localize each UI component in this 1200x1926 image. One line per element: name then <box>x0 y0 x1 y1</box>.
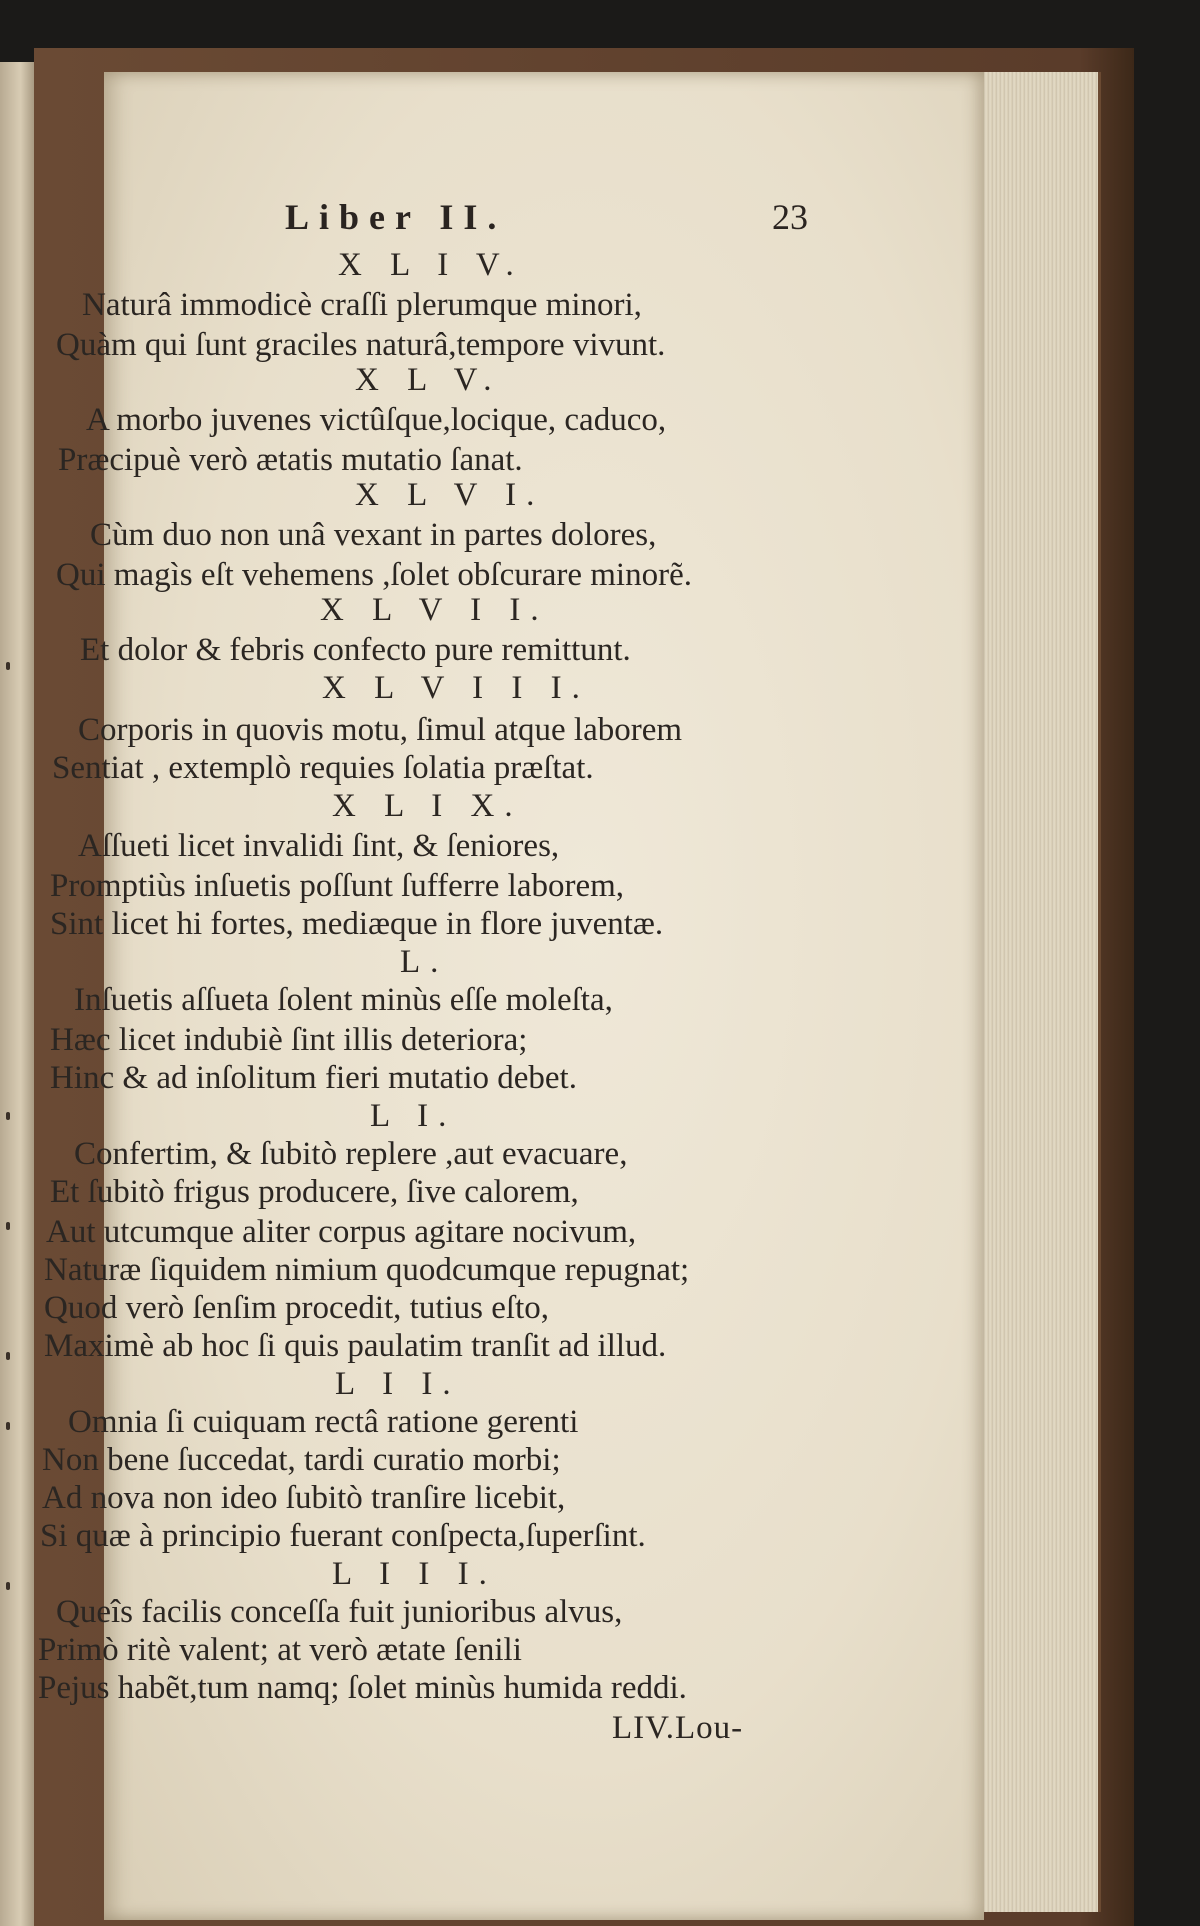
section-number: L I I I. <box>332 1556 497 1592</box>
verse-line: Inſuetis aſſueta ſolent minùs eſſe moleſta, <box>74 982 613 1018</box>
section-number: X L V I I I. <box>322 670 590 706</box>
verse-line: Et ſubitò frigus producere, ſive calorem, <box>50 1174 579 1210</box>
section-number: L I. <box>370 1098 457 1134</box>
verse-line: Queîs facilis conceſſa fuit junioribus alvus, <box>56 1594 623 1630</box>
section-number: X L V I. <box>355 477 545 513</box>
section-number: L I I. <box>335 1366 461 1402</box>
verse-line: A morbo juvenes victûſque,locique, caduco, <box>86 402 667 438</box>
verse-line: Corporis in quovis motu, ſimul atque laborem <box>78 712 683 748</box>
verse-line: Et dolor & febris confecto pure remittunt. <box>80 632 631 668</box>
section-number: X L I X. <box>332 788 523 824</box>
verse-line: Sentiat , extemplò requies ſolatia præſtat. <box>52 750 594 786</box>
verse-line: Sint licet hi fortes, mediæque in flore juventæ. <box>50 906 664 942</box>
verse-line: Non bene ſuccedat, tardi curatio morbi; <box>42 1442 561 1478</box>
section-number: L. <box>400 944 449 980</box>
verse-line: Naturâ immodicè craſſi plerumque minori, <box>82 287 642 323</box>
page-number: 23 <box>772 197 808 237</box>
verse-line: Aut utcumque aliter corpus agitare nocivum, <box>46 1214 637 1250</box>
verse-line: Confertim, & ſubitò replere ,aut evacuare, <box>74 1136 628 1172</box>
verse-line: Primò ritè valent; at verò ætate ſenili <box>38 1632 522 1668</box>
verse-line: Si quæ à principio fuerant conſpecta,ſuperſint. <box>40 1518 646 1554</box>
verse-line: Quàm qui ſunt graciles naturâ,tempore vivunt. <box>56 327 666 363</box>
verse-line: Hæc licet indubiè ſint illis deteriora; <box>50 1022 528 1058</box>
verse-line: Hinc & ad inſolitum fieri mutatio debet. <box>50 1060 577 1096</box>
verse-line: Naturæ ſiquidem nimium quodcumque repugnat; <box>44 1252 690 1288</box>
verse-line: Maximè ab hoc ſi quis paulatim tranſit ad illud. <box>44 1328 667 1364</box>
catchword: LIV.Lou- <box>612 1710 744 1746</box>
section-number: X L V. <box>355 362 502 398</box>
page-edges <box>968 72 1101 1912</box>
verse-line: Ad nova non ideo ſubitò tranſire licebit, <box>42 1480 566 1516</box>
verse-line: Pejus habẽt,tum namq; ſolet minùs humida reddi. <box>38 1670 687 1706</box>
verse-line: Aſſueti licet invalidi ſint, & ſeniores, <box>78 828 560 864</box>
facing-page-edge <box>0 62 34 1926</box>
verse-line: Præcipuè verò ætatis mutatio ſanat. <box>58 442 523 478</box>
verse-line: Promptiùs inſuetis poſſunt ſufferre laborem, <box>50 868 625 904</box>
section-number: X L V I I. <box>320 592 549 628</box>
section-number: X L I V. <box>338 247 524 283</box>
verse-line: Qui magìs eſt vehemens ,ſolet obſcurare minorẽ. <box>56 557 692 593</box>
running-title: Liber II. <box>285 197 507 237</box>
verse-line: Omnia ſi cuiquam rectâ ratione gerenti <box>68 1404 579 1440</box>
verse-line: Quod verò ſenſim procedit, tutius eſto, <box>44 1290 549 1326</box>
verse-line: Cùm duo non unâ vexant in partes dolores, <box>90 517 657 553</box>
